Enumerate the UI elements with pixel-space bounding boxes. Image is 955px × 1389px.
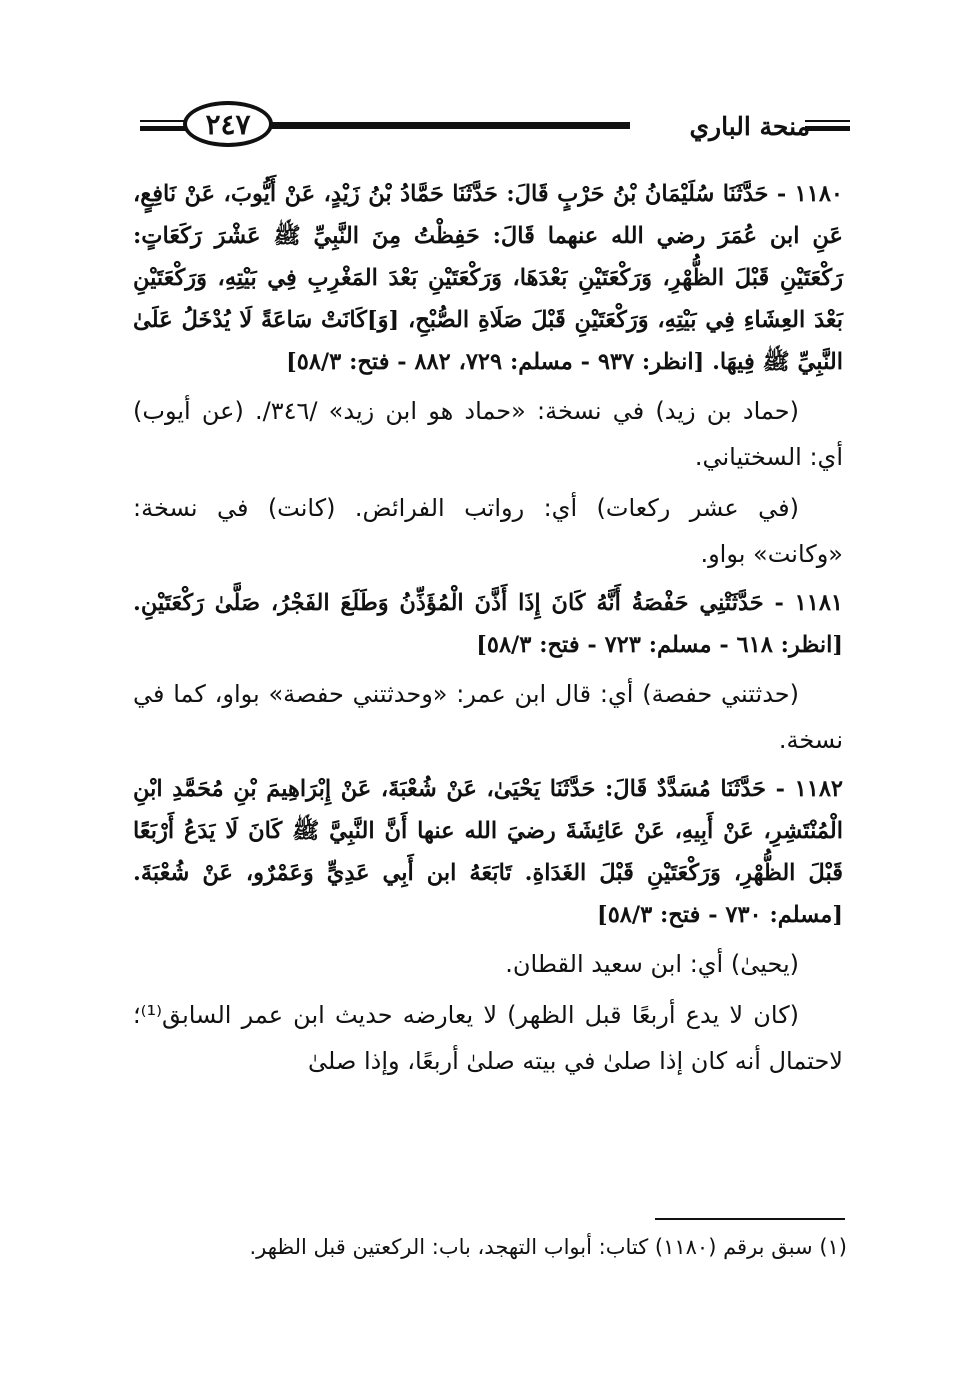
commentary-paragraph bbox=[133, 485, 843, 577]
hadith-text: ١١٨١ - حَدَّثَتْنِي حَفْصَةُ أَنَّهُ كَانَ إِذَا أَذَّنَ الْمُؤَذِّنُ وَطَلَعَ الفَجْرُ، صَلَّىٰ رَكْعَتَيْنِ. bbox=[133, 590, 843, 616]
footnote-separator bbox=[655, 1218, 845, 1220]
main-text bbox=[133, 173, 843, 1089]
hadith-text: ١١٨٢ - حَدَّثَنَا مُسَدَّدٌ قَالَ: حَدَّثَنَا يَحْيَىٰ، عَنْ شُعْبَةَ، عَنْ إِبْرَاهِيمَ بْنِ مُحَمَّدِ ابْنِ الْمُنْتَشِرِ، عَنْ أَبِيهِ، عَنْ عَائِشَةَ رضيَ الله عنها أَنَّ النَّبِيَّ ﷺ كَانَ لَا يَدَعُ أَرْبَعًا قَبْلَ الظُّهْرِ، وَرَكْعَتَيْنِ قَبْلَ الغَدَاةِ. تَابَعَهُ ابن أَبِي عَدِيٍّ وَعَمْرٌو، عَنْ شُعْبَةَ. bbox=[133, 776, 843, 886]
commentary-text: (يحيىٰ) أي: ابن سعيد القطان. bbox=[505, 950, 799, 978]
hadith-reference: [انظر: ٩٣٧ - مسلم: ٧٢٩، ٨٨٢ - فتح: ٥٨/٣] bbox=[286, 349, 705, 375]
running-title: منحة الباري bbox=[689, 112, 810, 141]
header-rule-right-top bbox=[805, 120, 850, 122]
hadith-1182 bbox=[133, 768, 843, 936]
hadith-reference: [انظر: ٦١٨ - مسلم: ٧٢٣ - فتح: ٥٨/٣] bbox=[476, 632, 843, 658]
hadith-text: ١١٨٠ - حَدَّثَنَا سُلَيْمَانُ بْنُ حَرْبٍ قَالَ: حَدَّثَنَا حَمَّادُ بْنُ زَيْدٍ، عَنْ أَيُّوبَ، عَنْ نَافِعٍ، عَنِ ابن عُمَرَ رضي الله عنهما قَالَ: حَفِظْتُ مِنَ النَّبِيِّ ﷺ عَشْرَ رَكَعَاتٍ: رَكْعَتَيْنِ قَبْلَ الظُّهْرِ، وَرَكْعَتَيْنِ بَعْدَهَا، وَرَكْعَتَيْنِ بَعْدَ المَغْرِبِ فِي بَيْتِهِ، وَرَكْعَتَيْنِ بَعْدَ العِشَاءِ فِي بَيْتِهِ، وَرَكْعَتَيْنِ قَبْلَ صَلَاةِ الصُّبْحِ، [وَ]كَانَتْ سَاعَةً لَا يُدْخَلُ عَلَىٰ النَّبِيِّ ﷺ فِيهَا. bbox=[133, 181, 843, 375]
hadith-reference: [مسلم: ٧٣٠ - فتح: ٥٨/٣] bbox=[597, 902, 843, 928]
commentary-paragraph bbox=[133, 992, 843, 1084]
hadith-1181 bbox=[133, 582, 843, 666]
header-rule-left-bottom bbox=[140, 126, 188, 131]
commentary-paragraph bbox=[133, 671, 843, 763]
page-number-badge bbox=[183, 101, 273, 147]
header-rule-center bbox=[268, 122, 630, 129]
header-rule-left-top bbox=[140, 120, 188, 122]
footnote: (١) سبق برقم (١١٨٠) كتاب: أبواب التهجد، باب: الركعتين قبل الظهر. bbox=[249, 1235, 847, 1259]
commentary-paragraph bbox=[133, 388, 843, 480]
hadith-1180 bbox=[133, 173, 843, 383]
page-number: ٢٤٧ bbox=[205, 107, 251, 141]
commentary-text: (حدثتني حفصة) أي: قال ابن عمر: «وحدثتني حفصة» بواو، كما في نسخة. bbox=[133, 680, 843, 754]
commentary-text: (في عشر ركعات) أي: رواتب الفرائض. (كانت) في نسخة: «وكانت» بواو. bbox=[133, 494, 843, 568]
commentary-text: (حماد بن زيد) في نسخة: «حماد هو ابن زيد» /٣٤٦/. (عن أيوب) أي: السختياني. bbox=[133, 397, 843, 471]
commentary-text: (كان لا يدع أربعًا قبل الظهر) لا يعارضه حديث ابن عمر السابق⁽¹⁾؛ لاحتمال أنه كان إذا صلىٰ في بيته صلىٰ أربعًا، وإذا صلىٰ bbox=[133, 1001, 843, 1075]
commentary-paragraph bbox=[133, 941, 843, 987]
header-rule-right-bottom bbox=[805, 126, 850, 131]
